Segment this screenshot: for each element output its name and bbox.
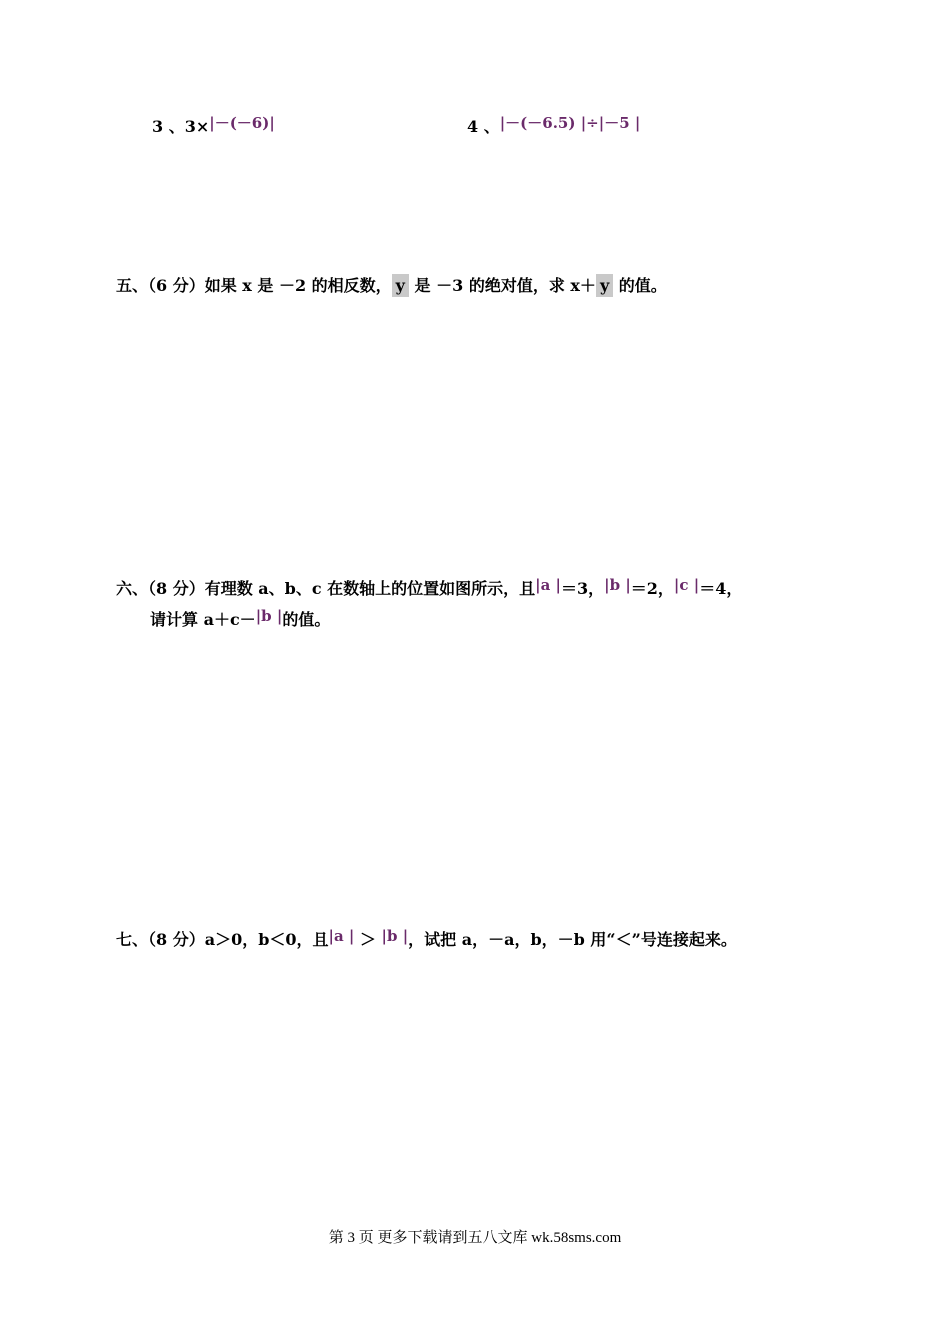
question-3-number: 3 、3× xyxy=(152,117,210,136)
section-7-prefix: 七、（8 分）a＞0，b＜0，且 xyxy=(116,930,329,949)
question-4 xyxy=(467,116,640,138)
section-6-abs-c: |c | xyxy=(673,576,700,594)
section-6-abs-a: |a | xyxy=(535,576,562,594)
section-5-label: 五、（6 分）如果 x 是 －2 的相反数， xyxy=(116,276,392,295)
section-6-eq-c: ＝4， xyxy=(699,579,743,598)
section-6-eq-b: ＝2， xyxy=(630,579,674,598)
section-6-line-2-prefix: 请计算 a＋c－ xyxy=(150,610,256,629)
section-7-suffix: ，试把 a，－a，b，－b 用“＜”号连接起来。 xyxy=(408,930,737,949)
question-4-divide-operator: ÷ xyxy=(586,114,599,132)
section-7-question xyxy=(116,929,737,951)
section-6-line-2-suffix: 的值。 xyxy=(282,610,331,629)
page-footer: 第 3 页 更多下载请到五八文库 wk.58sms.com xyxy=(328,1230,622,1246)
section-6-line-2-abs-b: |b | xyxy=(255,607,283,625)
section-5-question xyxy=(116,275,667,297)
section-5-variable-y-highlight-2: y xyxy=(596,274,613,297)
section-6-prefix: 六、（8 分）有理数 a、b、c 在数轴上的位置如图所示，且 xyxy=(116,579,536,598)
section-5-variable-y-highlight: y xyxy=(392,274,409,297)
section-5-end-text: 的值。 xyxy=(613,276,667,295)
question-4-abs-expression-1: |－(－6.5) | xyxy=(499,114,587,132)
question-3 xyxy=(152,116,275,138)
question-4-abs-expression-2: |－5 | xyxy=(598,114,641,132)
section-6-eq-a: ＝3， xyxy=(561,579,605,598)
section-5-middle-text: 是 －3 的绝对值，求 x＋ xyxy=(408,276,596,295)
section-6-abs-b: |b | xyxy=(604,576,631,594)
question-4-number: 4 、 xyxy=(467,117,500,136)
section-7-abs-a: |a | xyxy=(328,927,355,945)
section-7-abs-b: |b | xyxy=(381,927,409,945)
question-3-abs-expression: |－(－6)| xyxy=(209,114,275,132)
section-7-greater-than: ＞ xyxy=(354,930,382,949)
section-6-question-line-1 xyxy=(116,578,742,600)
section-6-question-line-2 xyxy=(150,609,330,631)
